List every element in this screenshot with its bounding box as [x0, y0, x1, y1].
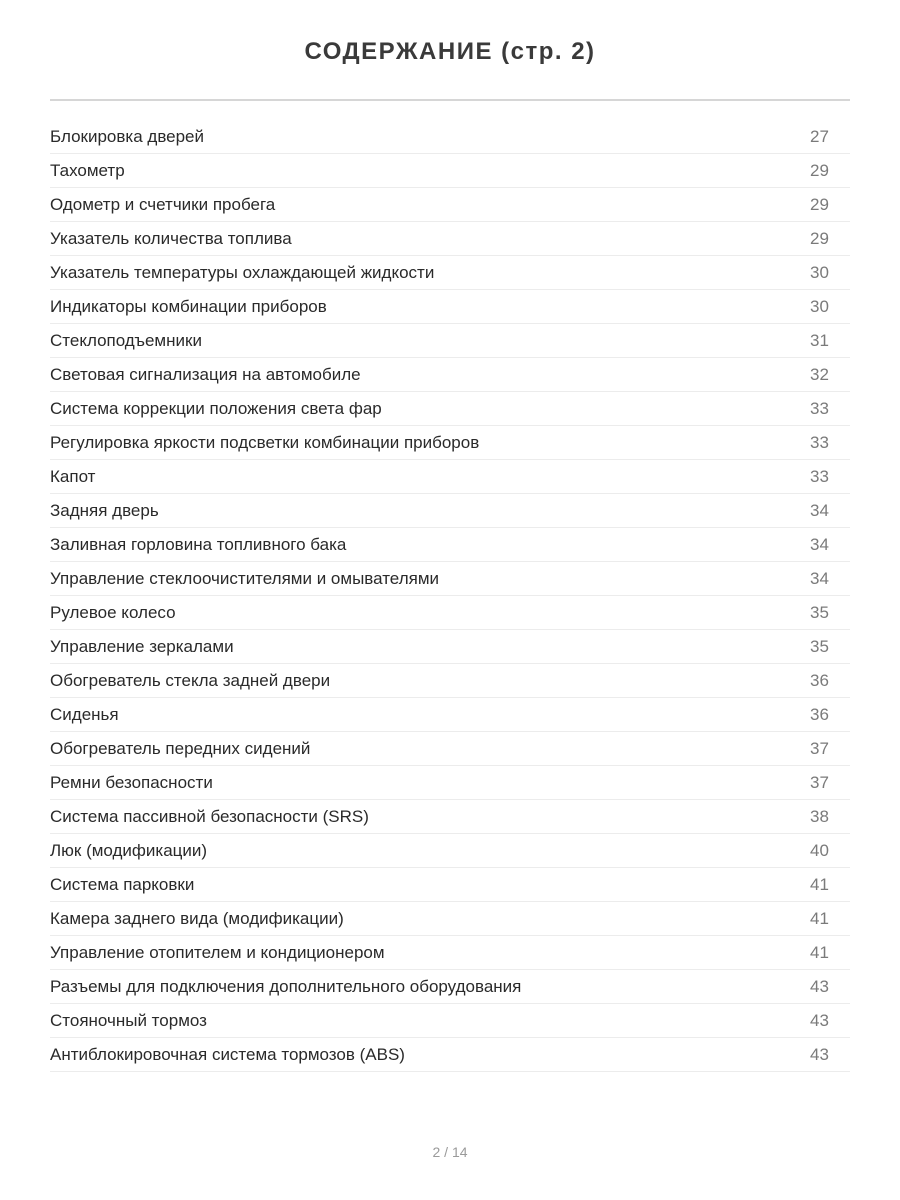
toc-entry-page-number: 43 [810, 1010, 829, 1030]
toc-entry[interactable] [50, 290, 850, 324]
toc-entry-page-number: 30 [810, 262, 829, 282]
toc-entry-label: Система пассивной безопасности (SRS) [50, 806, 369, 826]
toc-entry-label: Ремни безопасности [50, 772, 213, 792]
toc-entry[interactable] [50, 188, 850, 222]
toc-entry-label: Управление зеркалами [50, 636, 234, 656]
toc-entry-page-number: 30 [810, 296, 829, 316]
toc-entry[interactable] [50, 936, 850, 970]
toc-entry[interactable] [50, 970, 850, 1004]
toc-list [50, 120, 850, 1072]
toc-entry-label: Одометр и счетчики пробега [50, 194, 276, 214]
toc-entry-label: Стояночный тормоз [50, 1010, 207, 1030]
toc-entry-page-number: 34 [810, 568, 829, 588]
toc-entry-page-number: 32 [810, 364, 829, 384]
toc-entry-label: Камера заднего вида (модификации) [50, 908, 344, 928]
toc-entry-label: Световая сигнализация на автомобиле [50, 364, 361, 384]
toc-entry-page-number: 36 [810, 670, 829, 690]
toc-entry-label: Индикаторы комбинации приборов [50, 296, 327, 316]
toc-entry-page-number: 41 [810, 942, 829, 962]
toc-entry-label: Антиблокировочная система тормозов (ABS) [50, 1044, 405, 1064]
toc-entry-page-number: 43 [810, 976, 829, 996]
toc-entry-label: Стеклоподъемники [50, 330, 202, 350]
toc-entry-label: Рулевое колесо [50, 602, 176, 622]
toc-entry-label: Задняя дверь [50, 500, 159, 520]
toc-entry[interactable] [50, 222, 850, 256]
toc-entry-label: Тахометр [50, 160, 125, 180]
toc-entry-label: Блокировка дверей [50, 126, 205, 146]
toc-entry-label: Система парковки [50, 874, 195, 894]
toc-entry[interactable] [50, 324, 850, 358]
toc-entry-page-number: 36 [810, 704, 829, 724]
toc-entry-page-number: 34 [810, 534, 829, 554]
toc-entry[interactable] [50, 120, 850, 154]
toc-entry-label: Разъемы для подключения дополнительного оборудования [50, 976, 522, 996]
toc-entry-page-number: 35 [810, 602, 829, 622]
toc-entry-page-number: 29 [810, 228, 829, 248]
toc-entry[interactable] [50, 664, 850, 698]
toc-entry[interactable] [50, 766, 850, 800]
toc-entry[interactable] [50, 1038, 850, 1072]
toc-entry-page-number: 33 [810, 466, 829, 486]
toc-entry-page-number: 41 [810, 874, 829, 894]
toc-entry-label: Обогреватель стекла задней двери [50, 670, 331, 690]
toc-entry[interactable] [50, 1004, 850, 1038]
page-number: 2 / 14 [432, 1144, 468, 1160]
toc-entry-page-number: 31 [810, 330, 829, 350]
toc-entry-label: Заливная горловина топливного бака [50, 534, 347, 554]
toc-entry-label: Обогреватель передних сидений [50, 738, 311, 758]
toc-entry[interactable] [50, 426, 850, 460]
toc-entry-page-number: 37 [810, 738, 829, 758]
toc-entry[interactable] [50, 154, 850, 188]
toc-entry[interactable] [50, 358, 850, 392]
toc-entry[interactable] [50, 596, 850, 630]
toc-entry-page-number: 27 [810, 126, 829, 146]
toc-entry[interactable] [50, 834, 850, 868]
toc-entry-page-number: 29 [810, 194, 829, 214]
toc-entry[interactable] [50, 902, 850, 936]
toc-entry-page-number: 34 [810, 500, 829, 520]
toc-entry-page-number: 41 [810, 908, 829, 928]
toc-entry-page-number: 37 [810, 772, 829, 792]
toc-entry-page-number: 29 [810, 160, 829, 180]
toc-entry[interactable] [50, 732, 850, 766]
toc-entry-label: Система коррекции положения света фар [50, 398, 382, 418]
toc-entry-page-number: 35 [810, 636, 829, 656]
toc-entry[interactable] [50, 698, 850, 732]
toc-entry[interactable] [50, 868, 850, 902]
title-divider [50, 99, 850, 101]
toc-entry[interactable] [50, 392, 850, 426]
toc-entry[interactable] [50, 528, 850, 562]
toc-entry-label: Управление стеклоочистителями и омывателями [50, 568, 439, 588]
toc-entry-label: Указатель температуры охлаждающей жидкости [50, 262, 435, 282]
toc-entry-page-number: 33 [810, 398, 829, 418]
toc-entry[interactable] [50, 630, 850, 664]
toc-entry[interactable] [50, 800, 850, 834]
toc-entry-label: Регулировка яркости подсветки комбинации приборов [50, 432, 480, 452]
toc-entry[interactable] [50, 460, 850, 494]
toc-entry-label: Управление отопителем и кондиционером [50, 942, 385, 962]
toc-entry-label: Сиденья [50, 704, 119, 724]
toc-entry-label: Люк (модификации) [50, 840, 208, 860]
toc-entry-page-number: 40 [810, 840, 829, 860]
toc-entry-label: Капот [50, 466, 96, 486]
toc-entry[interactable] [50, 256, 850, 290]
toc-entry[interactable] [50, 562, 850, 596]
toc-entry-page-number: 43 [810, 1044, 829, 1064]
toc-entry-page-number: 38 [810, 806, 829, 826]
toc-entry[interactable] [50, 494, 850, 528]
toc-entry-page-number: 33 [810, 432, 829, 452]
toc-entry-label: Указатель количества топлива [50, 228, 292, 248]
page-title: СОДЕРЖАНИЕ (стр. 2) [304, 38, 596, 65]
